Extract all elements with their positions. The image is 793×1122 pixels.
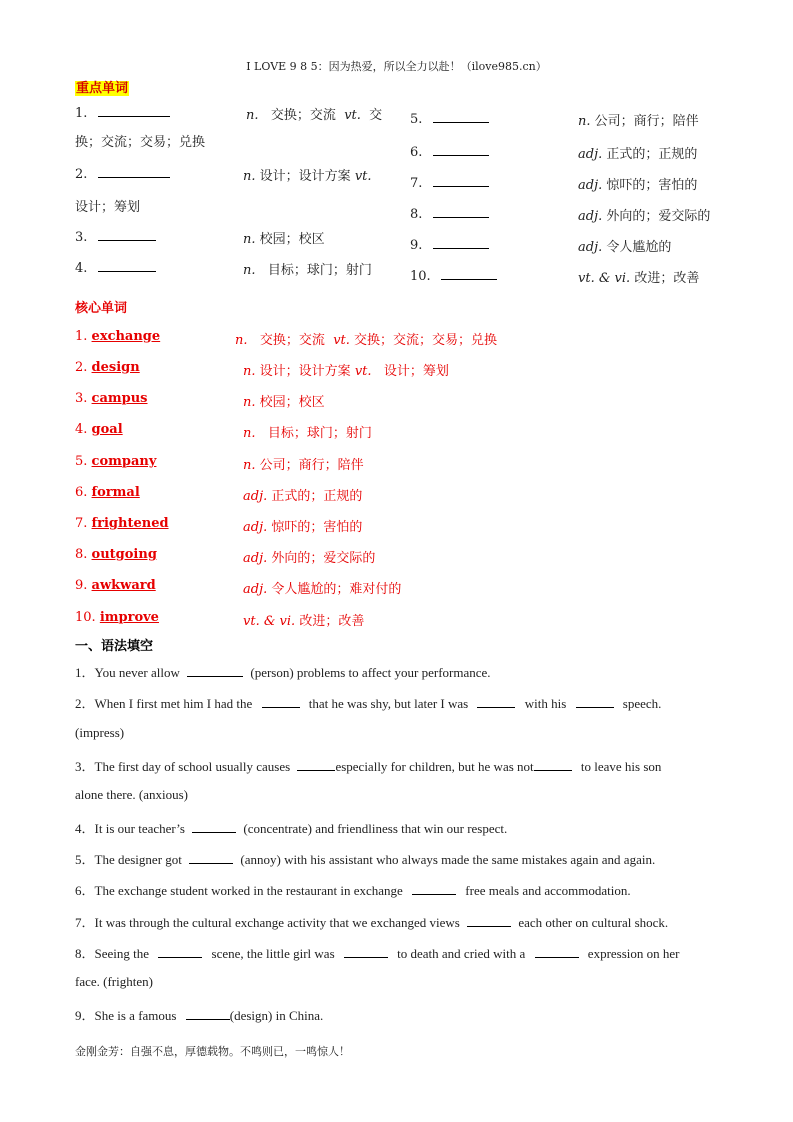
key-item-1-cont: 换；交流；交易；兑换 xyxy=(75,135,206,150)
key-item-8-def: adj. 外向的；爱交际的 xyxy=(578,209,711,224)
answer-blank[interactable] xyxy=(98,228,156,241)
exercise-8: 8．Seeing the scene, the little girl was to death and cried with a expression on her xyxy=(75,946,680,961)
exercise-6: 6．The exchange student worked in the restaurant in exchange free meals and accommodation. xyxy=(75,883,631,898)
answer-blank[interactable] xyxy=(441,267,497,280)
core-item-9-def: adj. 令人尴尬的；难对付的 xyxy=(243,582,402,597)
exercise-5: 5．The designer got (annoy) with his assistant who always made the same mistakes again and again. xyxy=(75,852,656,867)
answer-blank[interactable] xyxy=(433,205,489,218)
core-item-8-def: adj. 外向的；爱交际的 xyxy=(243,551,376,566)
key-item-4-def: n. 目标；球门；射门 xyxy=(243,263,372,278)
core-item-2: 2. design xyxy=(75,360,140,375)
core-item-10: 10. improve xyxy=(75,610,159,625)
core-item-4: 4. goal xyxy=(75,422,123,437)
answer-blank[interactable] xyxy=(98,104,170,117)
answer-blank[interactable] xyxy=(187,664,243,677)
answer-blank[interactable] xyxy=(186,1007,230,1020)
page-footer: 金刚金芳：自强不息，厚德载物。不鸣则已，一鸣惊人！ xyxy=(75,1045,350,1058)
exercise-3-cont: alone there. (anxious) xyxy=(75,787,188,802)
answer-blank[interactable] xyxy=(576,695,614,708)
core-item-7-def: adj. 惊吓的；害怕的 xyxy=(243,520,363,535)
key-item-8: 8. xyxy=(410,205,489,222)
key-item-3: 3. xyxy=(75,228,156,245)
answer-blank[interactable] xyxy=(98,165,170,178)
key-item-10: 10. xyxy=(410,267,497,284)
core-item-6: 6. formal xyxy=(75,485,140,500)
core-item-8: 8. outgoing xyxy=(75,547,157,562)
key-item-6: 6. xyxy=(410,143,489,160)
core-words-title: 核心单词 xyxy=(75,301,128,316)
answer-blank[interactable] xyxy=(535,945,579,958)
answer-blank[interactable] xyxy=(297,758,335,771)
core-item-5-def: n. 公司；商行；陪伴 xyxy=(243,458,364,473)
key-item-9-def: adj. 令人尴尬的 xyxy=(578,240,672,255)
exercise-9: 9．She is a famous (design) in China. xyxy=(75,1008,324,1023)
answer-blank[interactable] xyxy=(467,914,511,927)
answer-blank[interactable] xyxy=(433,236,489,249)
exercise-8-cont: face. (frighten) xyxy=(75,974,153,989)
key-item-5-def: n. 公司；商行；陪伴 xyxy=(578,114,699,129)
grammar-title: 一、语法填空 xyxy=(75,639,154,654)
key-item-6-def: adj. 正式的；正规的 xyxy=(578,147,698,162)
answer-blank[interactable] xyxy=(262,695,300,708)
key-item-4: 4. xyxy=(75,259,156,276)
core-item-2-def: n. 设计；设计方案 vt. 设计；筹划 xyxy=(243,364,449,379)
answer-blank[interactable] xyxy=(477,695,515,708)
answer-blank[interactable] xyxy=(158,945,202,958)
core-item-6-def: adj. 正式的；正规的 xyxy=(243,489,363,504)
core-item-1-def: n. 交换；交流 vt. 交换；交流；交易；兑换 xyxy=(235,333,498,348)
answer-blank[interactable] xyxy=(344,945,388,958)
answer-blank[interactable] xyxy=(433,174,489,187)
exercise-3: 3．The first day of school usually causes especially for children, but he was not to leave his son xyxy=(75,759,662,774)
exercise-4: 4．It is our teacher’s (concentrate) and friendliness that win our respect. xyxy=(75,821,508,836)
core-item-10-def: vt. & vi. 改进；改善 xyxy=(243,614,365,629)
key-item-7-def: adj. 惊吓的；害怕的 xyxy=(578,178,698,193)
page-header: I LOVE 9 8 5：因为热爱，所以全力以赴！（ilove985.cn） xyxy=(246,60,547,73)
exercise-1: 1．You never allow (person) problems to affect your performance. xyxy=(75,665,491,680)
key-item-2-def: n. 设计；设计方案 vt. xyxy=(243,169,372,184)
core-item-3: 3. campus xyxy=(75,391,148,406)
key-item-3-def: n. 校园；校区 xyxy=(243,232,325,247)
answer-blank[interactable] xyxy=(412,882,456,895)
key-item-9: 9. xyxy=(410,236,489,253)
key-item-1: 1. xyxy=(75,104,170,121)
answer-blank[interactable] xyxy=(189,851,233,864)
core-item-1: 1. exchange xyxy=(75,329,161,344)
exercise-2-cont: (impress) xyxy=(75,725,125,740)
answer-blank[interactable] xyxy=(98,259,156,272)
core-item-5: 5. company xyxy=(75,454,157,469)
key-words-title: 重点单词 xyxy=(76,81,129,96)
key-item-2: 2. xyxy=(75,165,170,182)
answer-blank[interactable] xyxy=(192,820,236,833)
answer-blank[interactable] xyxy=(534,758,572,771)
key-item-5: 5. xyxy=(410,110,489,127)
key-item-10-def: vt. & vi. 改进；改善 xyxy=(578,271,700,286)
core-item-7: 7. frightened xyxy=(75,516,169,531)
core-item-9: 9. awkward xyxy=(75,578,156,593)
exercise-2: 2．When I first met him I had the that he was shy, but later I was with his speech. xyxy=(75,696,662,711)
key-item-7: 7. xyxy=(410,174,489,191)
core-item-4-def: n. 目标；球门；射门 xyxy=(243,426,372,441)
core-item-3-def: n. 校园；校区 xyxy=(243,395,325,410)
key-item-1-def: n. 交换；交流 vt. 交 xyxy=(246,108,383,123)
answer-blank[interactable] xyxy=(433,143,489,156)
answer-blank[interactable] xyxy=(433,110,489,123)
key-item-2-cont: 设计；筹划 xyxy=(75,200,141,215)
exercise-7: 7．It was through the cultural exchange activity that we exchanged views each other on cultural shock. xyxy=(75,915,669,930)
